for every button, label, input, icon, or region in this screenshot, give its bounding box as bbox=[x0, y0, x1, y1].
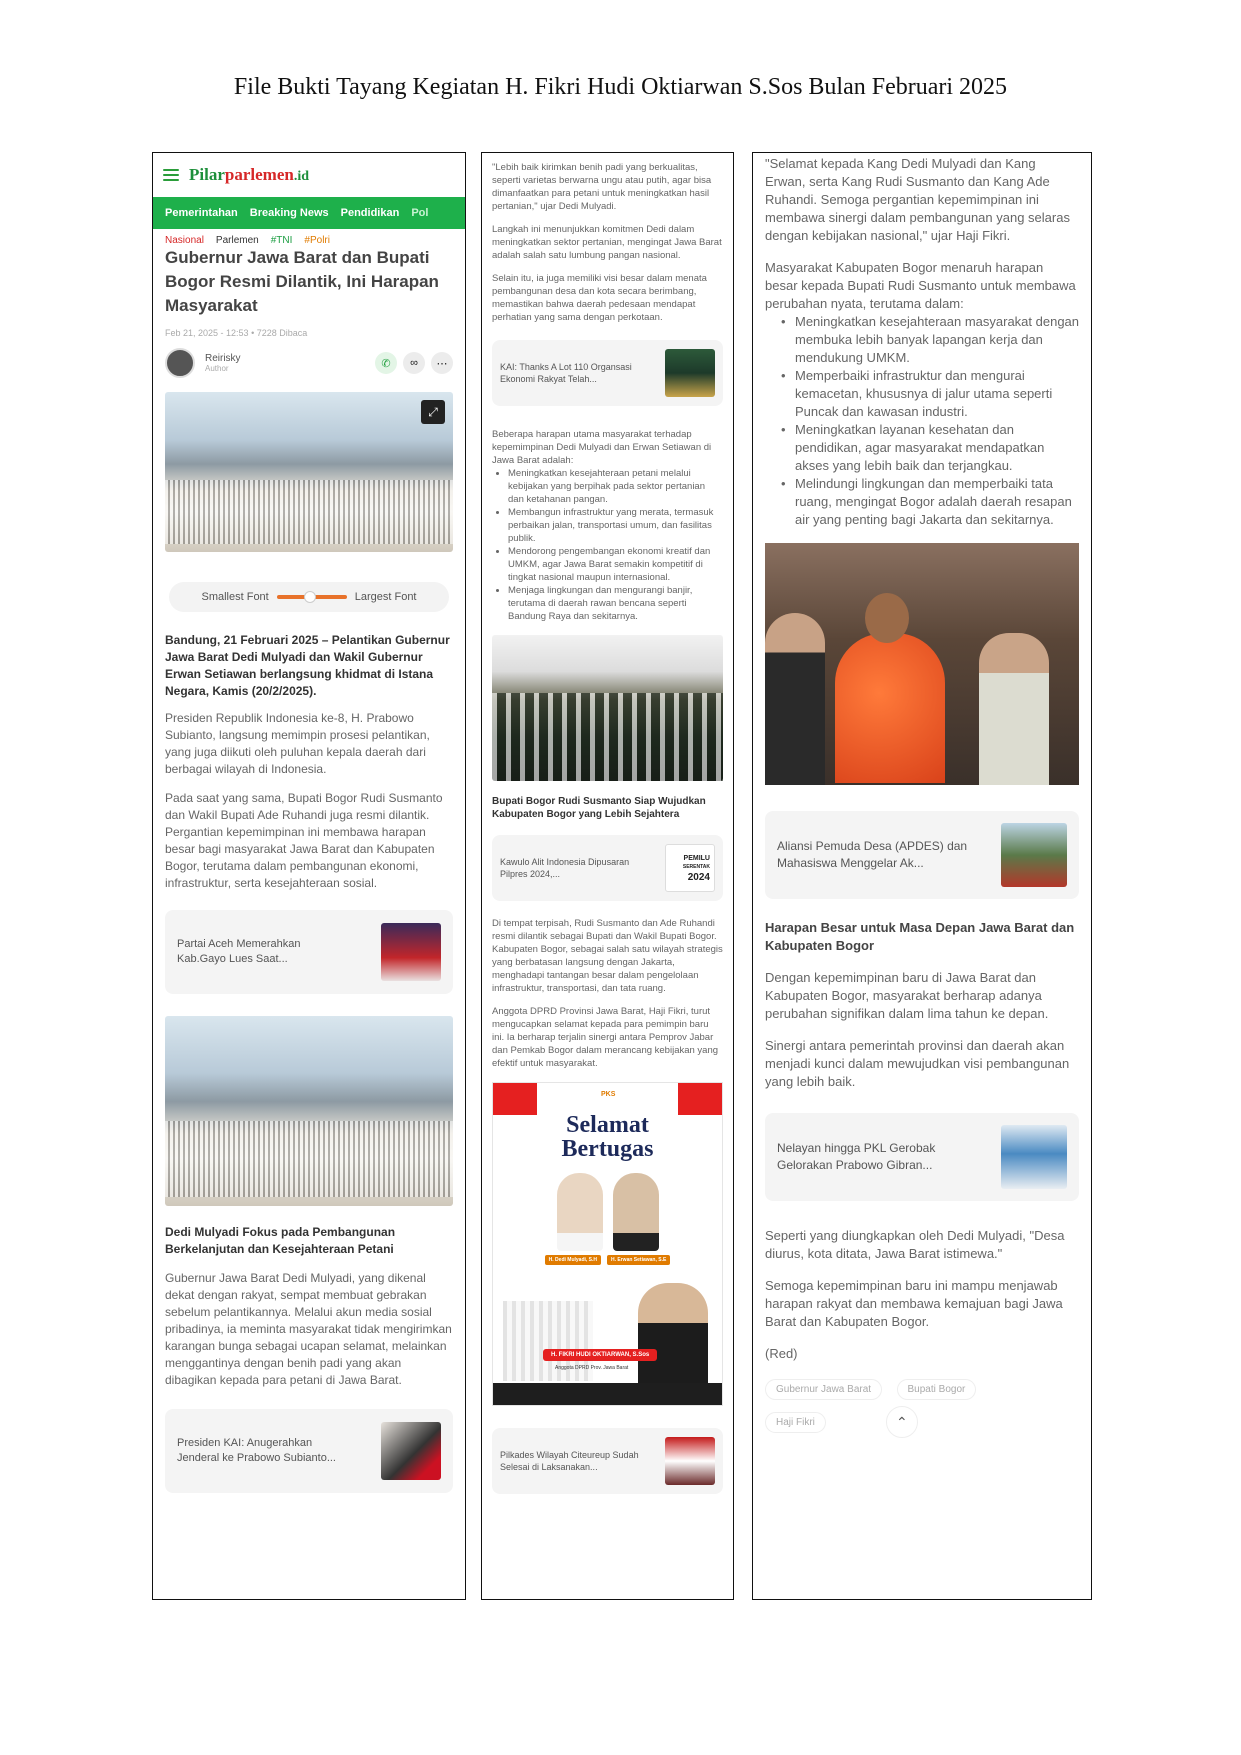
party-logo: PKS bbox=[601, 1091, 616, 1098]
menu-icon[interactable] bbox=[163, 169, 179, 181]
article-photo-swearing-in bbox=[492, 635, 723, 781]
article-paragraph: Di tempat terpisah, Rudi Susmanto dan Ade Ruhandi resmi dilantik sebagai Bupati dan Wakil Bupati Bogor. Kabupaten Bogor, sebagai salah satu wilayah strategis yang berbatasan langsung dengan Jakarta, menghadapi tantangan besar dalam pengelolaan infrastruktur, transportasi, dan tata ruang. bbox=[492, 918, 723, 994]
related-article-title: Pilkades Wilayah Citeureup Sudah Selesai di Laksanakan... bbox=[500, 1450, 639, 1472]
flag-right bbox=[678, 1083, 722, 1147]
related-article-thumbnail bbox=[665, 1437, 715, 1485]
related-article-thumbnail bbox=[381, 1422, 441, 1480]
article-paragraph: Seperti yang diungkapkan oleh Dedi Mulyadi, "Desa diurus, kota ditata, Jawa Barat istimewa." bbox=[765, 1228, 1065, 1261]
related-article-card[interactable] bbox=[492, 340, 723, 406]
related-article-thumbnail bbox=[665, 349, 715, 397]
nav-item-pendidikan[interactable]: Pendidikan bbox=[340, 207, 400, 219]
flag-left bbox=[493, 1083, 537, 1147]
bullet-list bbox=[753, 313, 1091, 529]
tag-tni[interactable]: #TNI bbox=[270, 235, 293, 246]
tag-nasional[interactable]: Nasional bbox=[165, 235, 204, 246]
slider-min-label: Smallest Font bbox=[201, 591, 269, 603]
related-article-title: Nelayan hingga PKL Gerobak Gelorakan Prabowo Gibran... bbox=[777, 1141, 936, 1172]
document-title: File Bukti Tayang Kegiatan H. Fikri Hudi Oktiarwan S.Sos Bulan Februari 2025 bbox=[233, 74, 1008, 100]
list-item: • Membangun infrastruktur yang merata, termasuk perbaikan jalan, transportasi umum, dan fasilitas publik. bbox=[508, 506, 723, 545]
article-subheading: Dedi Mulyadi Fokus pada Pembangunan Berkelanjutan dan Kesejahteraan Petani bbox=[165, 1225, 396, 1256]
author-name: Reirisky bbox=[205, 353, 241, 364]
poster-name-1: H. Dedi Mulyadi, S.H bbox=[545, 1255, 601, 1265]
article-title: Gubernur Jawa Barat dan Bupati Bogor Resmi Dilantik, Ini Harapan Masyarakat bbox=[165, 248, 439, 315]
related-article-title: Aliansi Pemuda Desa (APDES) dan Mahasiswa Menggelar Ak... bbox=[777, 839, 968, 870]
expand-icon[interactable]: ⤢ bbox=[421, 400, 445, 424]
list-item: • Menjaga lingkungan dan mengurangi banjir, terutama di daerah rawan bencana seperti Bandung Raya dan sekitarnya. bbox=[508, 584, 723, 623]
article-lead: Bandung, 21 Februari 2025 – Pelantikan Gubernur Jawa Barat Dedi Mulyadi dan Wakil Gubernur Erwan Setiawan berlangsung khidmat di Istana Negara, Kamis (20/2/2025). bbox=[165, 633, 450, 698]
related-article-card[interactable] bbox=[765, 811, 1079, 899]
article-paragraph: Pada saat yang sama, Bupati Bogor Rudi Susmanto dan Wakil Bupati Ade Ruhandi juga resmi dilantik. Pergantian kepemimpinan ini membawa harapan besar bagi masyarakat Jawa Barat dan Kabupaten Bogor, terutama dalam pembangunan ekonomi, infrastruktur, serta kesejahteraan sosial. bbox=[165, 791, 443, 890]
related-article-card[interactable] bbox=[165, 1409, 453, 1493]
article-paragraph: Langkah ini menunjukkan komitmen Dedi dalam meningkatkan sektor pertanian, mengingat Jawa Barat adalah salah satu lumbung pangan nasional. bbox=[492, 224, 722, 261]
tag-chip[interactable]: Haji Fikri bbox=[765, 1412, 826, 1433]
tag-list bbox=[753, 1363, 1091, 1400]
tag-polri[interactable]: #Polri bbox=[304, 235, 330, 246]
related-article-title: Kawulo Alit Indonesia Dipusaran Pilpres 2024,... bbox=[500, 857, 630, 879]
poster-headline-2: Bertugas bbox=[561, 1136, 654, 1162]
related-article-title: KAI: Thanks A Lot 110 Organsasi Ekonomi Rakyat Telah... bbox=[500, 362, 632, 384]
poster-band-subtitle: Anggota DPRD Prov. Jawa Barat bbox=[555, 1365, 629, 1371]
pemilu-2024-badge: PEMILU SERENTAK 2024 bbox=[665, 844, 715, 892]
article-paragraph: Sinergi antara pemerintah provinsi dan daerah akan menjadi kunci dalam mewujudkan visi pembangunan yang lebih baik. bbox=[765, 1038, 1070, 1089]
author-row bbox=[153, 338, 465, 378]
related-article-thumbnail bbox=[1001, 823, 1067, 887]
tag-parlemen[interactable]: Parlemen bbox=[215, 235, 259, 246]
site-header bbox=[153, 153, 465, 197]
nav-item-politik[interactable]: Pol bbox=[411, 207, 429, 219]
site-logo[interactable]: Pilarparlemen.id bbox=[189, 165, 310, 184]
list-item: • Meningkatkan layanan kesehatan dan pendidikan, agar masyarakat mendapatkan akses yang lebih baik dan terjangkau. bbox=[779, 421, 1079, 475]
related-article-thumbnail bbox=[1001, 1125, 1067, 1189]
article-subheading: Harapan Besar untuk Masa Depan Jawa Barat dan Kabupaten Bogor bbox=[765, 920, 1075, 953]
font-size-slider[interactable] bbox=[169, 582, 449, 612]
article-paragraph: Masyarakat Kabupaten Bogor menaruh harapan besar kepada Bupati Rudi Susmanto untuk membawa perubahan nyata, terutama dalam: bbox=[765, 260, 1076, 311]
list-item: • Melindungi lingkungan dan memperbaiki tata ruang, mengingat Bogor adalah daerah resapan air yang penting bagi Jakarta dan sekitarnya. bbox=[779, 475, 1079, 529]
related-article-card[interactable] bbox=[165, 910, 453, 994]
article-paragraph: Beberapa harapan utama masyarakat terhadap kepemimpinan Dedi Mulyadi dan Erwan Setiawan di Jawa Barat adalah: bbox=[492, 429, 712, 466]
article-meta: Feb 21, 2025 - 12:53 • 7228 Dibaca bbox=[165, 328, 308, 338]
article-photo-inauguration-hall-2 bbox=[165, 1016, 453, 1206]
article-paragraph: Semoga kepemimpinan baru ini mampu menjawab harapan rakyat dan membawa kemajuan bagi Jawa Barat dan Kabupaten Bogor. bbox=[765, 1278, 1063, 1329]
article-paragraph: Anggota DPRD Provinsi Jawa Barat, Haji Fikri, turut mengucapkan selamat kepada para pemimpin baru ini. Ia berharap terjalin sinergi antara Pemprov Jabar dan Pemkab Bogor dalam merancang kebijakan yang efektif untuk masyarakat. bbox=[492, 1006, 719, 1069]
related-article-card[interactable] bbox=[492, 1428, 723, 1494]
slider-max-label: Largest Font bbox=[354, 591, 417, 603]
scroll-to-top-icon[interactable]: ⌃ bbox=[886, 1406, 918, 1438]
article-signature: (Red) bbox=[765, 1346, 798, 1361]
article-paragraph: Selain itu, ia juga memiliki visi besar dalam menata pembangunan desa dan kota secara berimbang, memastikan bahwa daerah pedesaan mendapat perhatian yang sama dengan perkotaan. bbox=[492, 273, 707, 323]
article-paragraph: Dengan kepemimpinan baru di Jawa Barat dan Kabupaten Bogor, masyarakat berharap adanya perubahan signifikan dalam lima tahun ke depan. bbox=[765, 970, 1049, 1021]
article-paragraph: Presiden Republik Indonesia ke-8, H. Prabowo Subianto, langsung memimpin prosesi pelantikan, yang juga diikuti oleh puluhan kepala daerah dari berbagai wilayah di Indonesia. bbox=[165, 711, 430, 776]
article-tags bbox=[153, 229, 465, 246]
portrait-governor bbox=[557, 1173, 603, 1251]
list-item: • Mendorong pengembangan ekonomi kreatif dan UMKM, agar Jawa Barat semakin kompetitif di tingkat nasional maupun internasional. bbox=[508, 545, 723, 584]
screenshot-panel-3 bbox=[752, 152, 1092, 1600]
screenshot-panel-1 bbox=[152, 152, 466, 1600]
related-article-card[interactable] bbox=[765, 1113, 1079, 1201]
poster-name-band: H. FIKRI HUDI OKTIARWAN, S.Sos bbox=[543, 1349, 657, 1361]
article-paragraph: "Selamat kepada Kang Dedi Mulyadi dan Kang Erwan, serta Kang Rudi Susmanto dan Kang Ade Ruhandi. Semoga pergantian kepemimpinan ini membawa sinergi dalam pembangunan yang selaras dengan kebijakan nasional," ujar Haji Fikri. bbox=[765, 156, 1070, 243]
related-article-title: Presiden KAI: Anugerahkan Jenderal ke Prabowo Subianto... bbox=[177, 1437, 336, 1464]
article-photo-inauguration-hall bbox=[165, 392, 453, 552]
list-item: • Memperbaiki infrastruktur dan mengurai kemacetan, khususnya di jalur utama seperti Puncak dan kawasan industri. bbox=[779, 367, 1079, 421]
avatar bbox=[165, 348, 195, 378]
poster-name-2: H. Erwan Setiawan, S.E bbox=[607, 1255, 670, 1265]
related-article-thumbnail bbox=[381, 923, 441, 981]
author-role: Author bbox=[205, 364, 229, 373]
screenshot-panel-2 bbox=[481, 152, 734, 1600]
article-paragraph: Gubernur Jawa Barat Dedi Mulyadi, yang dikenal dekat dengan rakyat, sempat membuat gebrakan sebelum pelantikannya. Melalui akun media sosial pribadinya, ia meminta masyarakat tidak mengirimkan karangan bunga sebagai ucapan selamat, melainkan menggantinya dengan benih padi yang akan dibagikan kepada para petani di Jawa Barat. bbox=[165, 1271, 452, 1387]
portrait-fikri bbox=[638, 1283, 708, 1383]
list-item: • Meningkatkan kesejahteraan petani melalui kebijakan yang berpihak pada sektor pertanian dan ketahanan pangan. bbox=[508, 467, 723, 506]
related-article-title: Partai Aceh Memerahkan Kab.Gayo Lues Saat... bbox=[177, 938, 301, 965]
photo-caption: Bupati Bogor Rudi Susmanto Siap Wujudkan Kabupaten Bogor yang Lebih Sejahtera bbox=[492, 796, 706, 820]
congratulations-poster bbox=[492, 1082, 723, 1406]
tag-chip[interactable]: Bupati Bogor bbox=[897, 1379, 977, 1400]
slider-track[interactable] bbox=[277, 595, 347, 599]
list-item: • Meningkatkan kesejahteraan masyarakat dengan membuka lebih banyak lapangan kerja dan mendukung UMKM. bbox=[779, 313, 1079, 367]
whatsapp-icon[interactable]: ✆ bbox=[375, 352, 397, 374]
related-article-card[interactable] bbox=[492, 835, 723, 901]
bullet-list bbox=[482, 467, 733, 623]
slider-knob[interactable] bbox=[304, 591, 316, 603]
nav-item-pemerintahan[interactable]: Pemerintahan bbox=[165, 207, 238, 219]
tag-chip[interactable]: Gubernur Jawa Barat bbox=[765, 1379, 882, 1400]
poster-headline-1: Selamat bbox=[566, 1112, 649, 1138]
nav-item-breaking-news[interactable]: Breaking News bbox=[249, 207, 329, 219]
article-paragraph: "Lebih baik kirimkan benih padi yang berkualitas, seperti varietas berwarna ungu atau putih, agar bisa dimanfaatkan para petani untuk meningkatkan hasil pertanian," ujar Dedi Mulyadi. bbox=[492, 162, 712, 212]
poster-footer bbox=[493, 1383, 722, 1405]
more-icon[interactable]: ⋯ bbox=[431, 352, 453, 374]
link-icon[interactable]: ∞ bbox=[403, 352, 425, 374]
category-nav bbox=[153, 197, 465, 229]
article-photo-meeting bbox=[765, 543, 1079, 785]
portrait-vice-governor bbox=[613, 1173, 659, 1251]
